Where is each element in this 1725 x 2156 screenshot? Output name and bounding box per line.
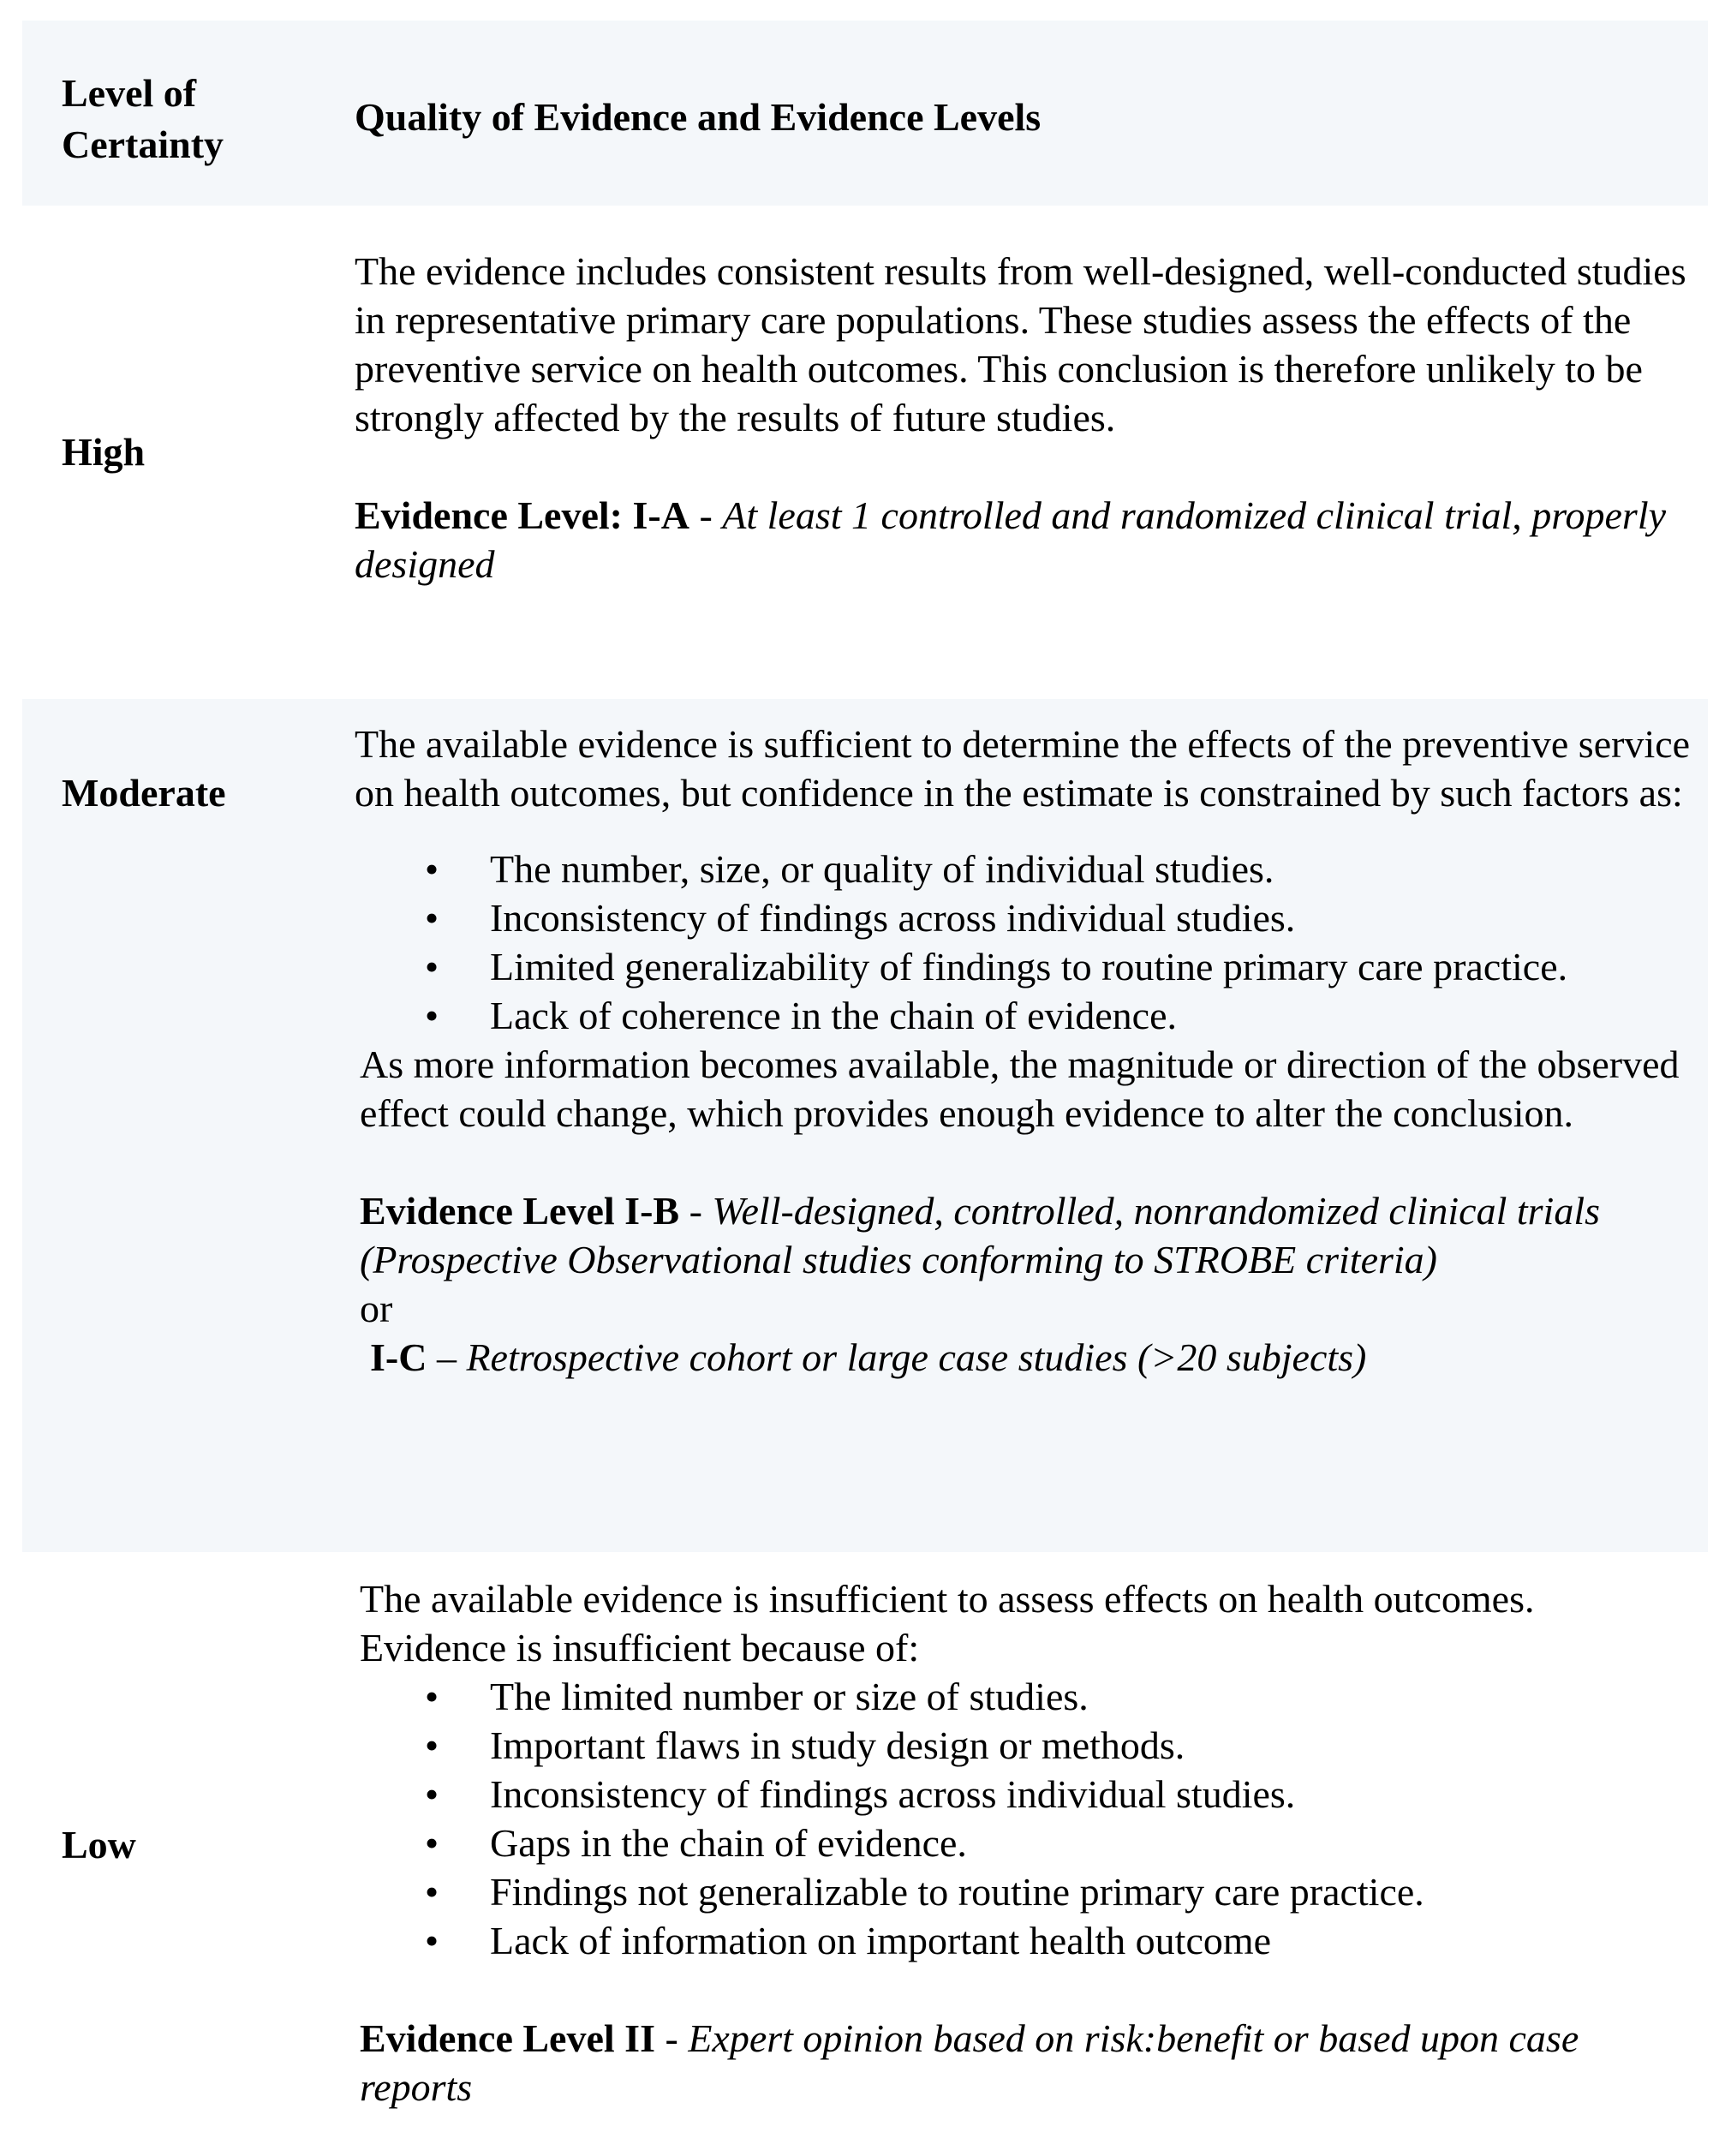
high-evidence-text: At least 1 controlled and randomized clinical trial, properly designed bbox=[355, 493, 1667, 586]
header-quality-of-evidence: Quality of Evidence and Evidence Levels bbox=[355, 95, 1042, 139]
header-level-of-certainty: Level of Certainty bbox=[62, 71, 224, 166]
list-item: • Important flaws in study design or methods. bbox=[355, 1721, 1699, 1770]
moderate-evidence-c-text: Retrospective cohort or large case studies (>20 subjects) bbox=[466, 1335, 1367, 1379]
list-item: • Lack of coherence in the chain of evidence. bbox=[355, 991, 1699, 1040]
moderate-or-text: or bbox=[360, 1287, 393, 1330]
table-row-high bbox=[22, 206, 1708, 699]
moderate-factor-list bbox=[355, 845, 1699, 1040]
list-item: • The number, size, or quality of individual studies. bbox=[355, 845, 1699, 893]
table-row-moderate bbox=[22, 699, 1708, 1552]
table-row-low bbox=[22, 1552, 1708, 2156]
moderate-evidence-b-separator: - bbox=[679, 1189, 713, 1233]
list-item: • Inconsistency of findings across individual studies. bbox=[355, 1770, 1699, 1819]
low-intro-1: The available evidence is insufficient to assess effects on health outcomes. bbox=[360, 1577, 1535, 1621]
list-item: • Limited generalizability of findings to routine primary care practice. bbox=[355, 942, 1699, 991]
list-item: • Findings not generalizable to routine primary care practice. bbox=[355, 1867, 1699, 1916]
low-evidence-text: Expert opinion based on risk:benefit or based upon case reports bbox=[360, 2016, 1579, 2109]
moderate-evidence-c-label: I-C bbox=[370, 1335, 427, 1379]
certainty-label-low: Low bbox=[62, 1823, 136, 1866]
certainty-label-moderate: Moderate bbox=[62, 771, 226, 815]
high-evidence-label: Evidence Level: I-A bbox=[355, 493, 689, 537]
low-reason-list bbox=[355, 1672, 1699, 1965]
list-item: • Gaps in the chain of evidence. bbox=[355, 1819, 1699, 1867]
high-evidence-separator: - bbox=[689, 493, 723, 537]
moderate-evidence-level-c bbox=[355, 1333, 1699, 1382]
moderate-evidence-b-label: Evidence Level I-B bbox=[360, 1189, 680, 1233]
table-header-row bbox=[22, 21, 1708, 206]
moderate-outro: As more information becomes available, the magnitude or direction of the observed effect could change, which provides enough evidence to alter the conclusion. bbox=[360, 1042, 1680, 1135]
high-evidence-level bbox=[355, 491, 1699, 588]
list-item: • Lack of information on important health outcome bbox=[355, 1916, 1699, 1965]
low-intro-2: Evidence is insufficient because of: bbox=[360, 1626, 920, 1669]
low-evidence-separator: - bbox=[654, 2016, 689, 2060]
low-content bbox=[360, 1574, 1699, 2111]
high-description: The evidence includes consistent results from well-designed, well-conducted studies in representative primary care populations. These studies assess the effects of the preventive service on health outcomes. This conclusion is therefore unlikely to be strongly affected by the results of future studies. bbox=[355, 249, 1686, 439]
evidence-certainty-table bbox=[22, 21, 1708, 2156]
moderate-evidence-level-b bbox=[355, 1186, 1699, 1284]
list-item: • The limited number or size of studies. bbox=[355, 1672, 1699, 1721]
moderate-evidence-c-separator: – bbox=[427, 1335, 467, 1379]
moderate-evidence-b-text: Well-designed, controlled, nonrandomized clinical trials (Prospective Observational studies conforming to STROBE criteria) bbox=[360, 1189, 1601, 1281]
low-evidence-level bbox=[360, 2014, 1699, 2111]
list-item: • Inconsistency of findings across individual studies. bbox=[355, 893, 1699, 942]
low-evidence-label: Evidence Level II bbox=[360, 2016, 655, 2060]
moderate-intro: The available evidence is sufficient to determine the effects of the preventive service on health outcomes, but confidence in the estimate is constrained by such factors as: bbox=[355, 722, 1691, 815]
moderate-content bbox=[355, 720, 1699, 1382]
high-content bbox=[355, 247, 1699, 588]
certainty-label-high: High bbox=[62, 430, 146, 474]
